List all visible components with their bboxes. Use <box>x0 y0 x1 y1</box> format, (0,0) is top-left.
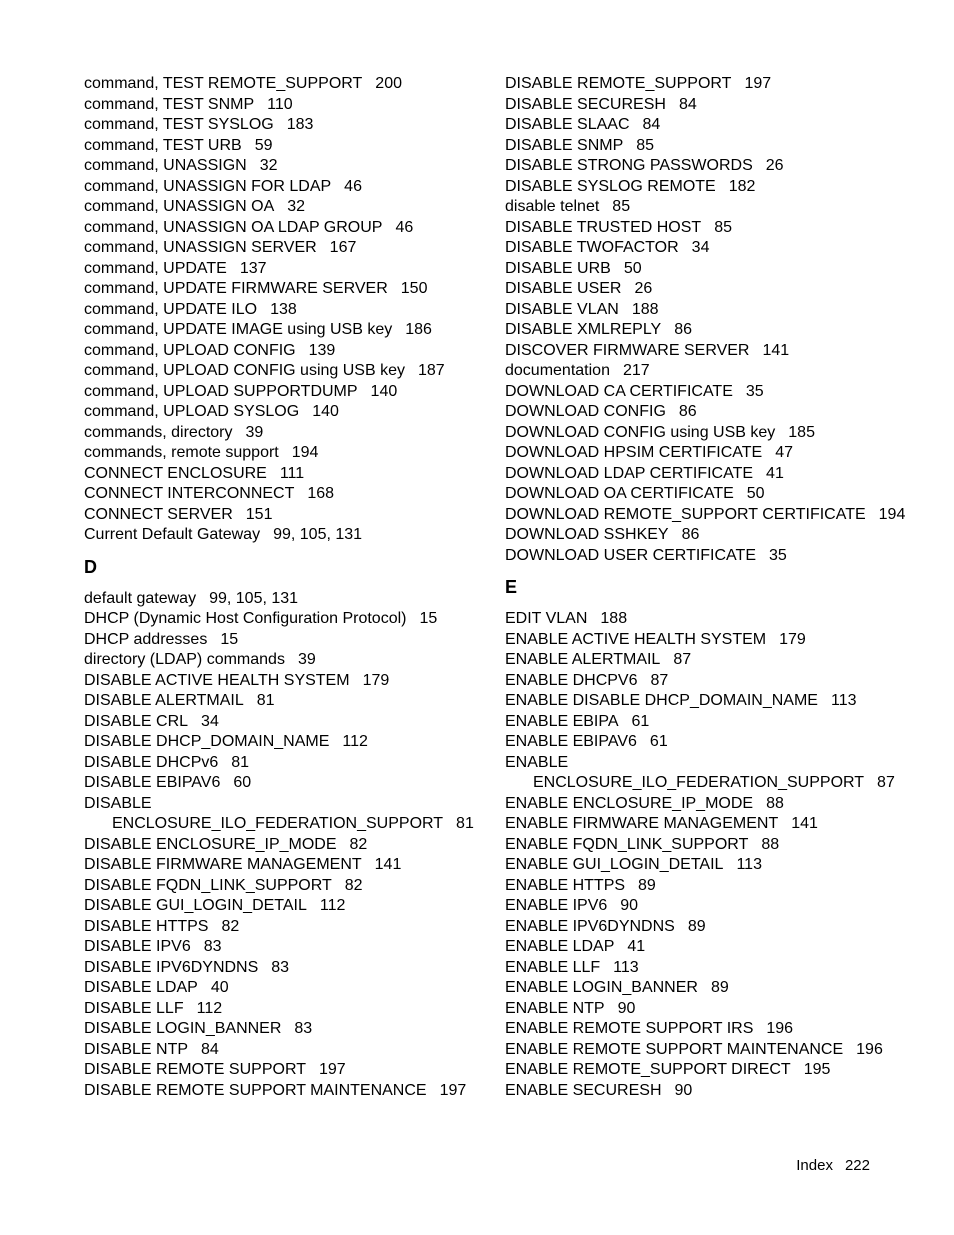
index-entry <box>84 115 464 136</box>
index-entry <box>505 712 905 733</box>
index-entry-pages[interactable]: 140 <box>312 403 339 420</box>
index-entry <box>84 382 464 403</box>
index-entry-term: ENABLE IPV6 <box>505 897 608 914</box>
index-entry-term: directory (LDAP) commands <box>84 651 285 668</box>
index-entry-term: ENABLE SECURESH <box>505 1081 662 1099</box>
index-entry-term: DISABLE LDAP <box>84 979 198 996</box>
index-entry-term: command, UPLOAD SUPPORTDUMP <box>84 382 358 400</box>
index-entry <box>505 835 905 856</box>
index-entry-pages[interactable]: 88 <box>761 835 780 853</box>
index-entry <box>84 300 464 321</box>
footer-label: Index <box>796 1157 833 1174</box>
index-entry <box>84 650 464 671</box>
index-entry-term: DOWNLOAD CA CERTIFICATE <box>505 382 733 400</box>
index-entry-term: DOWNLOAD HPSIM CERTIFICATE <box>505 444 763 461</box>
index-letter-heading: E <box>505 577 518 597</box>
index-entry-pages[interactable]: 34 <box>201 712 219 730</box>
index-entry-pages[interactable]: 151 <box>245 505 273 523</box>
index-entry-term: DISABLE REMOTE_SUPPORT <box>505 75 732 92</box>
index-column-left <box>84 74 474 1101</box>
index-entry-term: DISABLE DHCP_DOMAIN_NAME <box>84 733 330 750</box>
index-entry-pages[interactable]: 89 <box>638 876 656 894</box>
index-entry-term: DISABLE EBIPAV6 <box>84 774 221 791</box>
index-entry <box>505 650 905 671</box>
index-entry-term: command, UNASSIGN OA LDAP GROUP <box>84 218 383 236</box>
index-entry-pages[interactable]: 41 <box>766 464 784 482</box>
index-entry <box>505 671 905 692</box>
index-entry <box>84 505 464 526</box>
index-entry <box>505 609 905 630</box>
index-entry-pages[interactable]: 186 <box>405 321 432 338</box>
index-entry <box>505 999 905 1020</box>
index-entry-pages[interactable]: 32 <box>259 157 278 174</box>
index-entry <box>505 115 905 136</box>
index-entry-pages[interactable]: 35 <box>768 546 787 564</box>
index-entry-pages[interactable]: 113 <box>613 958 639 976</box>
index-entry-pages[interactable]: 182 <box>728 177 756 195</box>
index-entry-term: ENABLE REMOTE_SUPPORT DIRECT <box>505 1061 791 1078</box>
index-entry-term: command, UPDATE FIRMWARE SERVER <box>84 280 388 297</box>
index-entry <box>505 259 905 280</box>
index-entry-pages[interactable]: 99, 105, 131 <box>273 526 363 543</box>
index-entry-pages[interactable]: 83 <box>294 1020 313 1037</box>
index-entry-term: command, UNASSIGN FOR LDAP <box>84 177 332 195</box>
index-entry-pages[interactable]: 167 <box>329 239 357 256</box>
index-entry-term: commands, directory <box>84 423 233 441</box>
index-entry-term: ENABLE FQDN_LINK_SUPPORT <box>505 835 749 853</box>
index-entry <box>84 794 464 815</box>
index-entry-pages[interactable]: 81 <box>231 753 250 771</box>
index-entry-pages[interactable]: 200 <box>375 75 402 92</box>
index-entry-pages[interactable]: 87 <box>673 651 692 668</box>
index-entry <box>505 896 905 917</box>
index-entry-pages[interactable]: 113 <box>736 856 762 873</box>
index-entry-pages[interactable]: 26 <box>765 157 784 174</box>
index-entry-pages[interactable]: 60 <box>233 774 252 791</box>
index-entry-pages[interactable]: 81 <box>456 815 474 832</box>
index-entry <box>505 546 905 567</box>
index-entry-pages[interactable]: 111 <box>279 464 305 482</box>
index-subentry <box>84 814 474 835</box>
index-entry-pages[interactable]: 88 <box>766 794 784 812</box>
index-entry-term: DISABLE HTTPS <box>84 917 209 935</box>
index-entry-pages[interactable]: 187 <box>417 362 445 379</box>
index-entry-pages[interactable]: 84 <box>201 1040 219 1058</box>
index-entry-pages[interactable]: 39 <box>245 423 264 441</box>
index-entry-term: DISABLE TWOFACTOR <box>505 239 679 256</box>
index-entry-pages[interactable]: 168 <box>307 485 335 502</box>
index-entry <box>84 484 464 505</box>
index-entry <box>505 197 905 218</box>
index-entry-term: DISABLE IPV6DYNDNS <box>84 958 259 976</box>
index-entry-pages[interactable]: 85 <box>714 218 732 236</box>
index-entry-pages[interactable]: 40 <box>210 979 229 996</box>
index-entry-pages[interactable]: 197 <box>318 1061 346 1078</box>
index-entry <box>84 197 464 218</box>
index-entry-term: DISABLE <box>84 794 152 812</box>
index-entry <box>505 74 905 95</box>
index-entry <box>84 443 464 464</box>
index-entry-pages[interactable]: 140 <box>370 382 398 400</box>
index-entry-term: CONNECT ENCLOSURE <box>84 464 267 482</box>
index-entry-term: DISABLE CRL <box>84 712 189 730</box>
index-entry <box>84 732 464 753</box>
index-entry-pages[interactable]: 85 <box>612 198 631 215</box>
page-footer <box>796 1157 870 1174</box>
index-entry <box>84 671 464 692</box>
index-entry-pages[interactable]: 90 <box>674 1081 693 1099</box>
index-entry <box>505 177 905 198</box>
index-entry <box>84 423 464 444</box>
index-entry-term: DISABLE REMOTE SUPPORT <box>84 1061 306 1078</box>
index-entry-pages[interactable]: 15 <box>220 630 239 648</box>
index-entry-pages[interactable]: 89 <box>687 917 706 935</box>
index-entry-term: DOWNLOAD REMOTE_SUPPORT CERTIFICATE <box>505 505 866 523</box>
index-entry-pages[interactable]: 85 <box>636 136 655 154</box>
index-entry-term: DOWNLOAD SSHKEY <box>505 526 669 543</box>
index-entry-pages[interactable]: 87 <box>650 671 669 689</box>
index-entry-term: DISABLE DHCPv6 <box>84 753 219 771</box>
index-entry-term: ENABLE REMOTE SUPPORT IRS <box>505 1020 754 1037</box>
index-entry <box>84 156 464 177</box>
index-entry-term: ENCLOSURE_ILO_FEDERATION_SUPPORT <box>533 774 865 791</box>
index-entry-pages[interactable]: 83 <box>203 938 222 955</box>
footer-page-number: 222 <box>844 1157 870 1174</box>
index-entry-pages[interactable]: 183 <box>286 116 314 133</box>
index-entry-pages[interactable]: 39 <box>297 651 316 668</box>
index-entry-term: DISABLE LLF <box>84 999 184 1017</box>
index-entry-pages[interactable]: 194 <box>878 505 906 523</box>
index-entry <box>84 937 464 958</box>
index-entry-term: DHCP (Dynamic Host Configuration Protocol) <box>84 610 407 627</box>
index-entry <box>84 917 464 938</box>
index-entry-pages[interactable]: 179 <box>779 630 806 648</box>
index-entry-term: command, UNASSIGN OA <box>84 198 275 215</box>
index-entry-term: disable telnet <box>505 198 600 215</box>
index-entry <box>84 525 464 546</box>
index-entry-term: ENABLE ENCLOSURE_IP_MODE <box>505 794 754 812</box>
index-entry <box>505 732 905 753</box>
index-entry <box>505 341 905 362</box>
index-entry <box>84 773 464 794</box>
index-entry-term: DISABLE USER <box>505 280 622 297</box>
index-entry-pages[interactable]: 46 <box>395 218 414 236</box>
index-entry-term: DISABLE VLAN <box>505 300 619 318</box>
index-entry-term: DISABLE URB <box>505 259 611 277</box>
index-entry-pages[interactable]: 138 <box>270 300 297 318</box>
index-entry-term: ENABLE LLF <box>505 958 601 976</box>
index-entry-pages[interactable]: 112 <box>196 999 223 1017</box>
index-entry-term: DOWNLOAD OA CERTIFICATE <box>505 485 734 502</box>
index-entry-pages[interactable]: 86 <box>681 526 700 543</box>
index-entry <box>84 958 464 979</box>
index-entry <box>84 630 464 651</box>
index-entry-pages[interactable]: 87 <box>877 774 895 791</box>
index-entry-term: DISABLE GUI_LOGIN_DETAIL <box>84 897 307 914</box>
index-entry-pages[interactable]: 81 <box>256 692 275 709</box>
index-entry <box>84 691 464 712</box>
index-entry <box>505 958 905 979</box>
index-entry-term: Current Default Gateway <box>84 526 261 543</box>
index-entry <box>505 876 905 897</box>
index-entry-term: DISABLE ACTIVE HEALTH SYSTEM <box>84 671 350 689</box>
index-entry <box>505 423 905 444</box>
index-entry <box>84 177 464 198</box>
index-entry-term: DISABLE ENCLOSURE_IP_MODE <box>84 835 337 853</box>
index-entry-term: command, UPDATE <box>84 259 227 277</box>
index-entry-term: ENABLE IPV6DYNDNS <box>505 917 675 935</box>
index-entry-term: ENABLE HTTPS <box>505 876 626 894</box>
index-entry-term: DISABLE LOGIN_BANNER <box>84 1020 282 1037</box>
index-entry <box>84 712 464 733</box>
index-entry-term: DISABLE SNMP <box>505 136 624 154</box>
index-entry <box>505 320 905 341</box>
index-entry-pages[interactable]: 82 <box>349 835 368 853</box>
index-entry-term: DISCOVER FIRMWARE SERVER <box>505 341 750 359</box>
index-entry-term: ENABLE GUI_LOGIN_DETAIL <box>505 856 724 873</box>
index-entry-term: command, UPLOAD SYSLOG <box>84 403 300 420</box>
index-entry <box>505 136 905 157</box>
index-entry <box>505 1081 905 1102</box>
index-entry <box>84 320 464 341</box>
index-entry-pages[interactable]: 82 <box>344 876 363 894</box>
index-entry-term: ENABLE EBIPA <box>505 712 619 730</box>
index-entry-term: DISABLE SYSLOG REMOTE <box>505 177 716 195</box>
index-entry <box>84 1060 464 1081</box>
index-entry-term: command, UPDATE IMAGE using USB key <box>84 321 393 338</box>
index-entry-pages[interactable]: 196 <box>766 1020 794 1037</box>
index-entry-term: EDIT VLAN <box>505 610 588 627</box>
index-entry-pages[interactable]: 90 <box>617 999 636 1017</box>
index-entry-term: ENABLE FIRMWARE MANAGEMENT <box>505 815 779 832</box>
index-entry-pages[interactable]: 197 <box>744 75 772 92</box>
index-entry-term: DISABLE FQDN_LINK_SUPPORT <box>84 876 332 894</box>
index-entry-pages[interactable]: 47 <box>775 444 793 461</box>
index-entry <box>505 505 905 526</box>
index-entry-term: default gateway <box>84 589 197 607</box>
index-entry-pages[interactable]: 196 <box>856 1040 883 1058</box>
index-entry-term: DOWNLOAD CONFIG <box>505 403 666 420</box>
index-entry-pages[interactable]: 194 <box>291 444 319 461</box>
index-entry <box>505 978 905 999</box>
index-entry <box>505 525 905 546</box>
index-entry-term: command, TEST SNMP <box>84 95 255 113</box>
index-entry-pages[interactable]: 141 <box>762 341 790 359</box>
index-entry-term: command, UPLOAD CONFIG using USB key <box>84 362 405 379</box>
index-entry <box>505 814 905 835</box>
index-entry-term: DOWNLOAD USER CERTIFICATE <box>505 546 756 564</box>
index-entry <box>84 238 464 259</box>
index-entry-term: ENABLE NTP <box>505 999 605 1017</box>
index-entry <box>505 361 905 382</box>
index-entry <box>505 794 905 815</box>
index-entry-pages[interactable]: 35 <box>745 382 764 400</box>
index-entry-term: DISABLE ALERTMAIL <box>84 692 244 709</box>
index-entry <box>505 464 905 485</box>
index-entry-pages[interactable]: 195 <box>803 1061 831 1078</box>
index-entry-term: DISABLE FIRMWARE MANAGEMENT <box>84 856 362 873</box>
index-entry <box>505 691 905 712</box>
index-entry-pages[interactable]: 86 <box>678 403 697 420</box>
index-entry-term: command, UPLOAD CONFIG <box>84 341 296 359</box>
index-entry-pages[interactable]: 26 <box>634 280 653 297</box>
index-entry-term: ENABLE <box>505 753 569 771</box>
index-entry <box>505 443 905 464</box>
index-entry-pages[interactable]: 32 <box>287 198 306 215</box>
index-entry-pages[interactable]: 84 <box>678 95 697 113</box>
index-entry <box>505 218 905 239</box>
index-entry-term: command, UPDATE ILO <box>84 300 258 318</box>
index-entry-term: DISABLE TRUSTED HOST <box>505 218 702 236</box>
index-entry-pages[interactable]: 90 <box>620 897 639 914</box>
index-entry-term: command, TEST REMOTE_SUPPORT <box>84 75 363 92</box>
index-entry-term: DISABLE SLAAC <box>505 116 630 133</box>
index-entry <box>505 402 905 423</box>
index-entry-term: DOWNLOAD CONFIG using USB key <box>505 423 776 441</box>
index-entry <box>84 259 464 280</box>
index-entry-pages[interactable]: 112 <box>319 897 346 914</box>
index-entry <box>84 835 464 856</box>
index-entry-pages[interactable]: 34 <box>691 239 710 256</box>
index-entry-pages[interactable]: 50 <box>623 259 642 277</box>
index-entry <box>84 136 464 157</box>
index-entry <box>84 999 464 1020</box>
index-entry-pages[interactable]: 112 <box>342 733 368 750</box>
index-letter-heading: D <box>84 556 97 577</box>
index-entry <box>84 1081 467 1102</box>
index-entry-pages[interactable]: 50 <box>746 485 765 502</box>
index-column-right <box>505 74 905 1101</box>
index-entry <box>505 1019 905 1040</box>
index-entry-term: command, UNASSIGN SERVER <box>84 239 317 256</box>
index-entry-term: ENCLOSURE_ILO_FEDERATION_SUPPORT <box>112 815 444 832</box>
index-entry-pages[interactable]: 83 <box>271 958 290 976</box>
index-entry-term: command, TEST SYSLOG <box>84 116 274 133</box>
index-entry-pages[interactable]: 41 <box>627 938 646 955</box>
index-entry-term: ENABLE DHCPV6 <box>505 671 638 689</box>
index-entry <box>84 464 464 485</box>
index-entry <box>84 855 464 876</box>
index-entry-term: ENABLE LOGIN_BANNER <box>505 979 698 996</box>
index-entry-term: DISABLE NTP <box>84 1040 189 1058</box>
index-entry-term: DISABLE STRONG PASSWORDS <box>505 157 753 174</box>
index-entry-pages[interactable]: 82 <box>221 917 240 935</box>
index-entry-pages[interactable]: 99, 105, 131 <box>209 589 299 607</box>
index-entry-term: DISABLE XMLREPLY <box>505 321 662 338</box>
index-entry-term: CONNECT INTERCONNECT <box>84 485 295 502</box>
index-entry-pages[interactable]: 197 <box>439 1081 467 1099</box>
index-entry-pages[interactable]: 61 <box>649 733 668 750</box>
index-entry-term: documentation <box>505 362 610 379</box>
index-entry-pages[interactable]: 15 <box>419 610 438 627</box>
index-entry-pages[interactable]: 137 <box>239 259 267 277</box>
index-entry <box>505 630 905 651</box>
index-entry <box>505 156 905 177</box>
index-entry <box>84 361 464 382</box>
index-entry <box>505 937 905 958</box>
index-entry-term: CONNECT SERVER <box>84 505 233 523</box>
index-entry-pages[interactable]: 61 <box>631 712 650 730</box>
index-entry <box>84 1040 464 1061</box>
index-entry <box>84 218 464 239</box>
index-entry-pages[interactable]: 150 <box>400 280 428 297</box>
index-entry <box>84 876 464 897</box>
index-entry-term: ENABLE EBIPAV6 <box>505 733 637 750</box>
index-entry <box>84 1019 464 1040</box>
index-entry <box>84 753 464 774</box>
index-entry-term: ENABLE ALERTMAIL <box>505 651 661 668</box>
index-entry-term: commands, remote support <box>84 444 279 461</box>
index-entry <box>505 1040 905 1061</box>
index-entry-term: DISABLE SECURESH <box>505 95 666 113</box>
index-entry <box>505 917 905 938</box>
index-entry-term: command, TEST URB <box>84 136 242 154</box>
index-entry <box>505 300 905 321</box>
index-entry-term: ENABLE REMOTE SUPPORT MAINTENANCE <box>505 1040 844 1058</box>
index-entry-pages[interactable]: 188 <box>600 610 628 627</box>
index-entry <box>84 978 464 999</box>
index-entry <box>84 896 464 917</box>
index-entry <box>84 589 464 610</box>
index-entry <box>505 1060 905 1081</box>
index-entry <box>505 238 905 259</box>
index-entry-term: command, UNASSIGN <box>84 157 247 174</box>
index-entry <box>84 609 464 630</box>
index-entry-pages[interactable]: 110 <box>267 95 293 113</box>
index-entry-term: ENABLE ACTIVE HEALTH SYSTEM <box>505 630 767 648</box>
index-entry-pages[interactable]: 86 <box>674 321 693 338</box>
index-entry-term: DISABLE IPV6 <box>84 938 191 955</box>
index-entry <box>84 279 464 300</box>
index-entry <box>505 279 905 300</box>
index-entry-term: DHCP addresses <box>84 630 208 648</box>
index-entry-pages[interactable]: 217 <box>622 362 650 379</box>
index-entry-pages[interactable]: 89 <box>710 979 729 996</box>
index-entry <box>84 74 464 95</box>
index-entry-term: DISABLE REMOTE SUPPORT MAINTENANCE <box>84 1081 427 1099</box>
index-entry <box>505 484 905 505</box>
index-entry-pages[interactable]: 46 <box>344 177 362 195</box>
index-entry-pages[interactable]: 185 <box>788 423 815 441</box>
index-entry-pages[interactable]: 84 <box>642 116 661 133</box>
index-entry-pages[interactable]: 141 <box>374 856 402 873</box>
index-entry-term: ENABLE LDAP <box>505 938 615 955</box>
index-entry <box>505 855 905 876</box>
index-entry <box>84 95 464 116</box>
index-entry-pages[interactable]: 141 <box>791 815 818 832</box>
index-entry <box>84 402 464 423</box>
index-entry <box>505 95 905 116</box>
index-entry-pages[interactable]: 113 <box>830 692 857 709</box>
index-entry-term: DOWNLOAD LDAP CERTIFICATE <box>505 464 754 482</box>
index-entry-pages[interactable]: 59 <box>254 136 273 154</box>
index-entry-pages[interactable]: 179 <box>362 671 390 689</box>
index-entry-term: ENABLE DISABLE DHCP_DOMAIN_NAME <box>505 692 818 709</box>
index-entry <box>505 753 905 774</box>
index-entry-pages[interactable]: 139 <box>308 341 336 359</box>
index-entry <box>505 382 905 403</box>
index-entry <box>84 341 464 362</box>
index-entry-pages[interactable]: 188 <box>631 300 659 318</box>
index-subentry <box>505 773 905 794</box>
